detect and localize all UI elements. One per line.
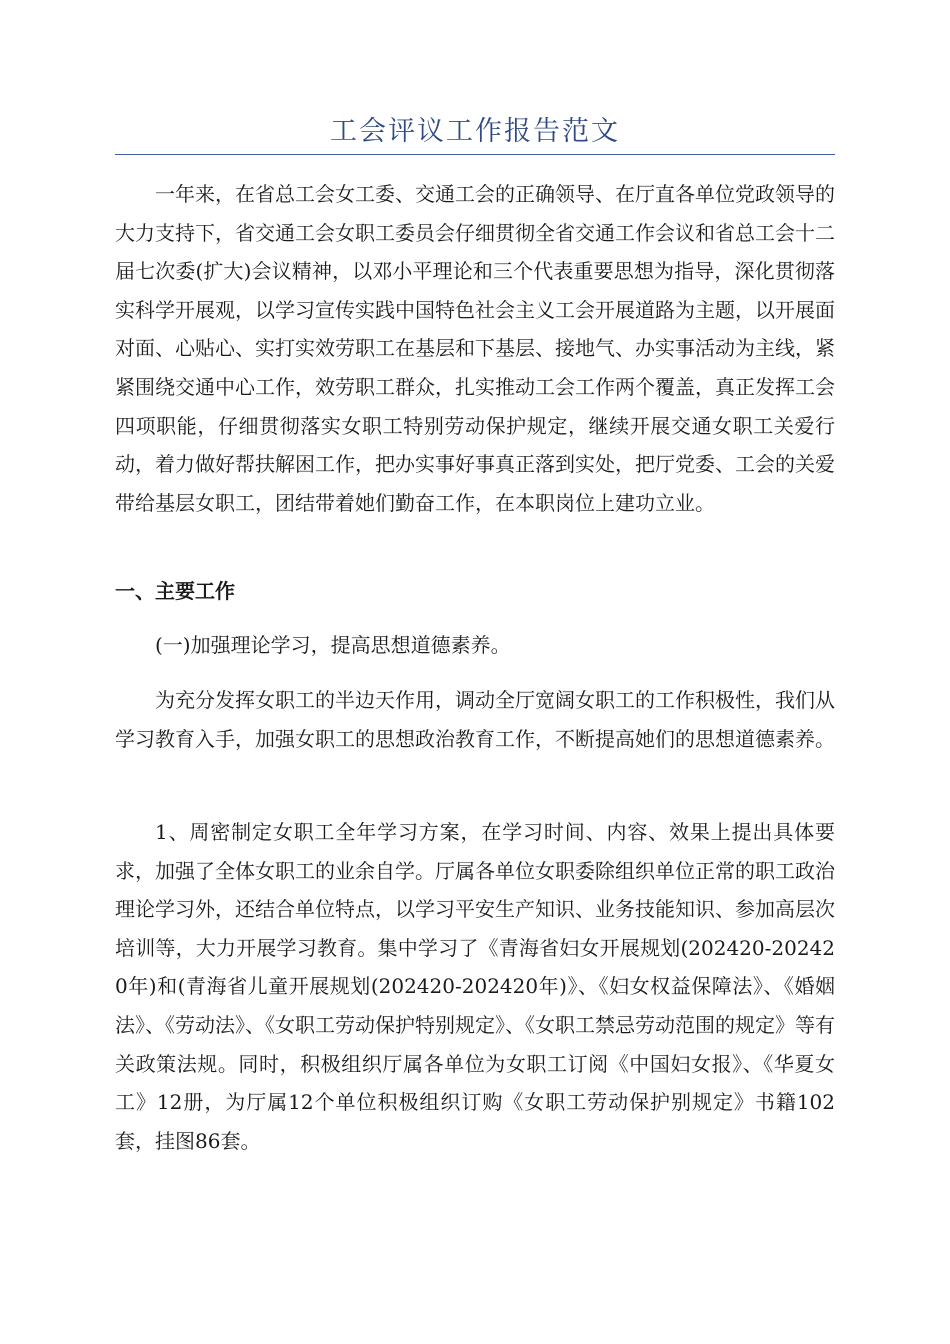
section-heading-main-work: 一、主要工作 bbox=[115, 579, 235, 603]
subsection-paragraph: 为充分发挥女职工的半边天作用，调动全厅宽阔女职工的工作积极性，我们从学习教育入手，加强女职工的思想政治教育工作，不断提高她们的思想道德素养。 bbox=[115, 688, 835, 751]
document-title: 工会评议工作报告范文 bbox=[330, 116, 620, 147]
subsection-heading-theory-study: (一)加强理论学习，提高思想道德素养。 bbox=[155, 633, 511, 657]
intro-paragraph: 一年来，在省总工会女工委、交通工会的正确领导、在厅直各单位党政领导的大力支持下，省交通工会女职工委员会仔细贯彻全省交通工作会议和省总工会十二届七次委(扩大)会议精神，以邓小平理论和三个代表重要思想为指导，深化贯彻落实科学开展观，以学习宣传实践中国特色社会主义工会开展道路为主题，以开展面对面、心贴心、实打实效劳职工在基层和下基层、接地气、办实事活动为主线，紧紧围绕交通中心工作，效劳职工群众，扎实推动工会工作两个覆盖，真正发挥工会四项职能，仔细贯彻落实女职工特别劳动保护规定，继续开展交通女职工关爱行动，着力做好帮扶解困工作，把办实事好事真正落到实处，把厅党委、工会的关爱带给基层女职工，团结带着她们勤奋工作，在本职岗位上建功立业。 bbox=[115, 182, 835, 515]
item-paragraph-1: 1、周密制定女职工全年学习方案，在学习时间、内容、效果上提出具体要求，加强了全体女职工的业余自学。厅属各单位女职委除组织单位正常的职工政治理论学习外，还结合单位特点，以学习平安生产知识、业务技能知识、参加高层次培训等，大力开展学习教育。集中学习了《青海省妇女开展规划(202420-202420年)和(青海省儿童开展规划(202420-202420年)》、《妇女权益保障法》、《婚姻法》、《劳动法》、《女职工劳动保护特别规定》、《女职工禁忌劳动范围的规定》等有关政策法规。同时，积极组织厅属各单位为女职工订阅《中国妇女报》、《华夏女工》12册，为厅属12个单位积极组织订购《女职工劳动保护别规定》书籍102套，挂图86套。 bbox=[115, 820, 835, 1153]
title-underline-rule bbox=[115, 154, 835, 155]
